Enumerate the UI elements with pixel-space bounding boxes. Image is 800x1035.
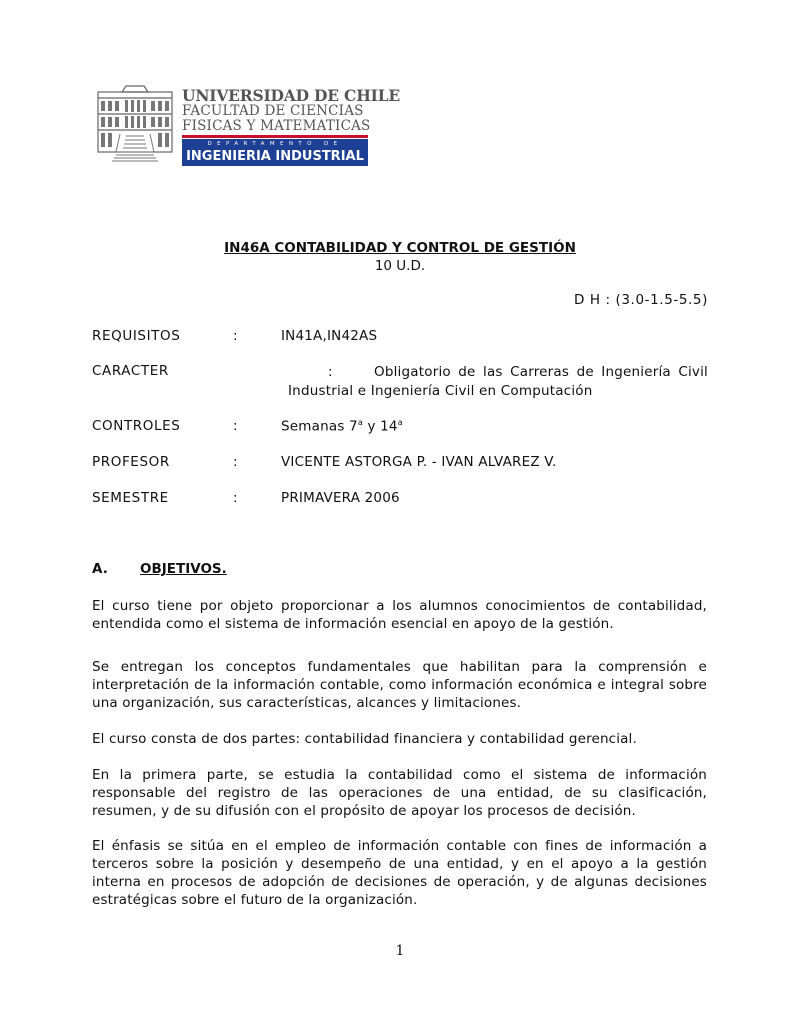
paragraph-3: El curso consta de dos partes: contabilidad financiera y contabilidad gerencial. xyxy=(92,731,637,747)
caracter-label: CARACTER xyxy=(92,363,169,379)
university-building-icon xyxy=(96,84,174,164)
logo-university-name: UNIVERSIDAD DE CHILE xyxy=(182,86,401,105)
caracter-value-line2: Industrial e Ingeniería Civil en Computación xyxy=(288,383,593,399)
logo-faculty-line2: FISICAS Y MATEMATICAS xyxy=(182,118,371,134)
semestre-value: PRIMAVERA 2006 xyxy=(281,490,400,506)
controles-sup1: a xyxy=(357,418,363,427)
logo-red-rule xyxy=(182,135,368,138)
controles-label: CONTROLES xyxy=(92,418,181,434)
course-units: 10 U.D. xyxy=(374,258,426,274)
paragraph-2: Se entregan los conceptos fundamentales que habilitan para la comprensión e interpretación de la información contable, como información económica e integral sobre una organización, sus características, alcances y limitaciones. xyxy=(92,659,707,711)
requisitos-colon: : xyxy=(233,328,239,344)
page-number: 1 xyxy=(395,943,405,959)
semestre-label: SEMESTRE xyxy=(92,490,169,506)
profesor-colon: : xyxy=(233,454,239,470)
section-number: A. xyxy=(92,561,108,577)
course-title: IN46A CONTABILIDAD Y CONTROL DE GESTIÓN xyxy=(224,240,576,256)
controles-colon: : xyxy=(233,418,239,434)
controles-value xyxy=(281,418,403,435)
semestre-colon: : xyxy=(233,490,239,506)
logo-faculty-line1: FACULTAD DE CIENCIAS xyxy=(182,103,364,119)
logo-department-banner xyxy=(182,139,368,166)
logo-department-name: INGENIERIA INDUSTRIAL xyxy=(186,149,364,164)
requisitos-label: REQUISITOS xyxy=(92,328,181,344)
course-hours: D H : (3.0-1.5-5.5) xyxy=(573,292,708,308)
profesor-label: PROFESOR xyxy=(92,454,170,470)
university-logo xyxy=(96,84,401,166)
requisitos-value: IN41A,IN42AS xyxy=(281,328,378,344)
caracter-colon: : xyxy=(328,364,333,380)
section-title: OBJETIVOS. xyxy=(140,561,227,577)
caracter-value-line1: Obligatorio de las Carreras de Ingeniería Civil xyxy=(374,364,708,380)
paragraph-1: El curso tiene por objeto proporcionar a los alumnos conocimientos de contabilidad, entendida como el sistema de información esencial en apoyo de la gestión. xyxy=(92,598,707,632)
paragraph-5: El énfasis se sitúa en el empleo de información contable con fines de información a terceros sobre la posición y desempeño de una entidad, y en el apoyo a la gestión interna en procesos de adopción de decisiones de operación, y de algunas decisiones estratégicas sobre el futuro de la organización. xyxy=(92,838,707,908)
paragraph-4: En la primera parte, se estudia la contabilidad como el sistema de información responsable del registro de las operaciones de una entidad, de su clasificación, resumen, y de su difusión con el propósito de apoyar los procesos de decisión. xyxy=(92,767,707,819)
controles-value-mid: y 14 xyxy=(362,418,398,435)
controles-value-prefix: Semanas 7 xyxy=(281,418,358,435)
profesor-value: VICENTE ASTORGA P. - IVAN ALVAREZ V. xyxy=(281,454,557,470)
logo-department-label: DEPARTAMENTO DE xyxy=(207,141,343,147)
controles-sup2: a xyxy=(397,418,403,427)
